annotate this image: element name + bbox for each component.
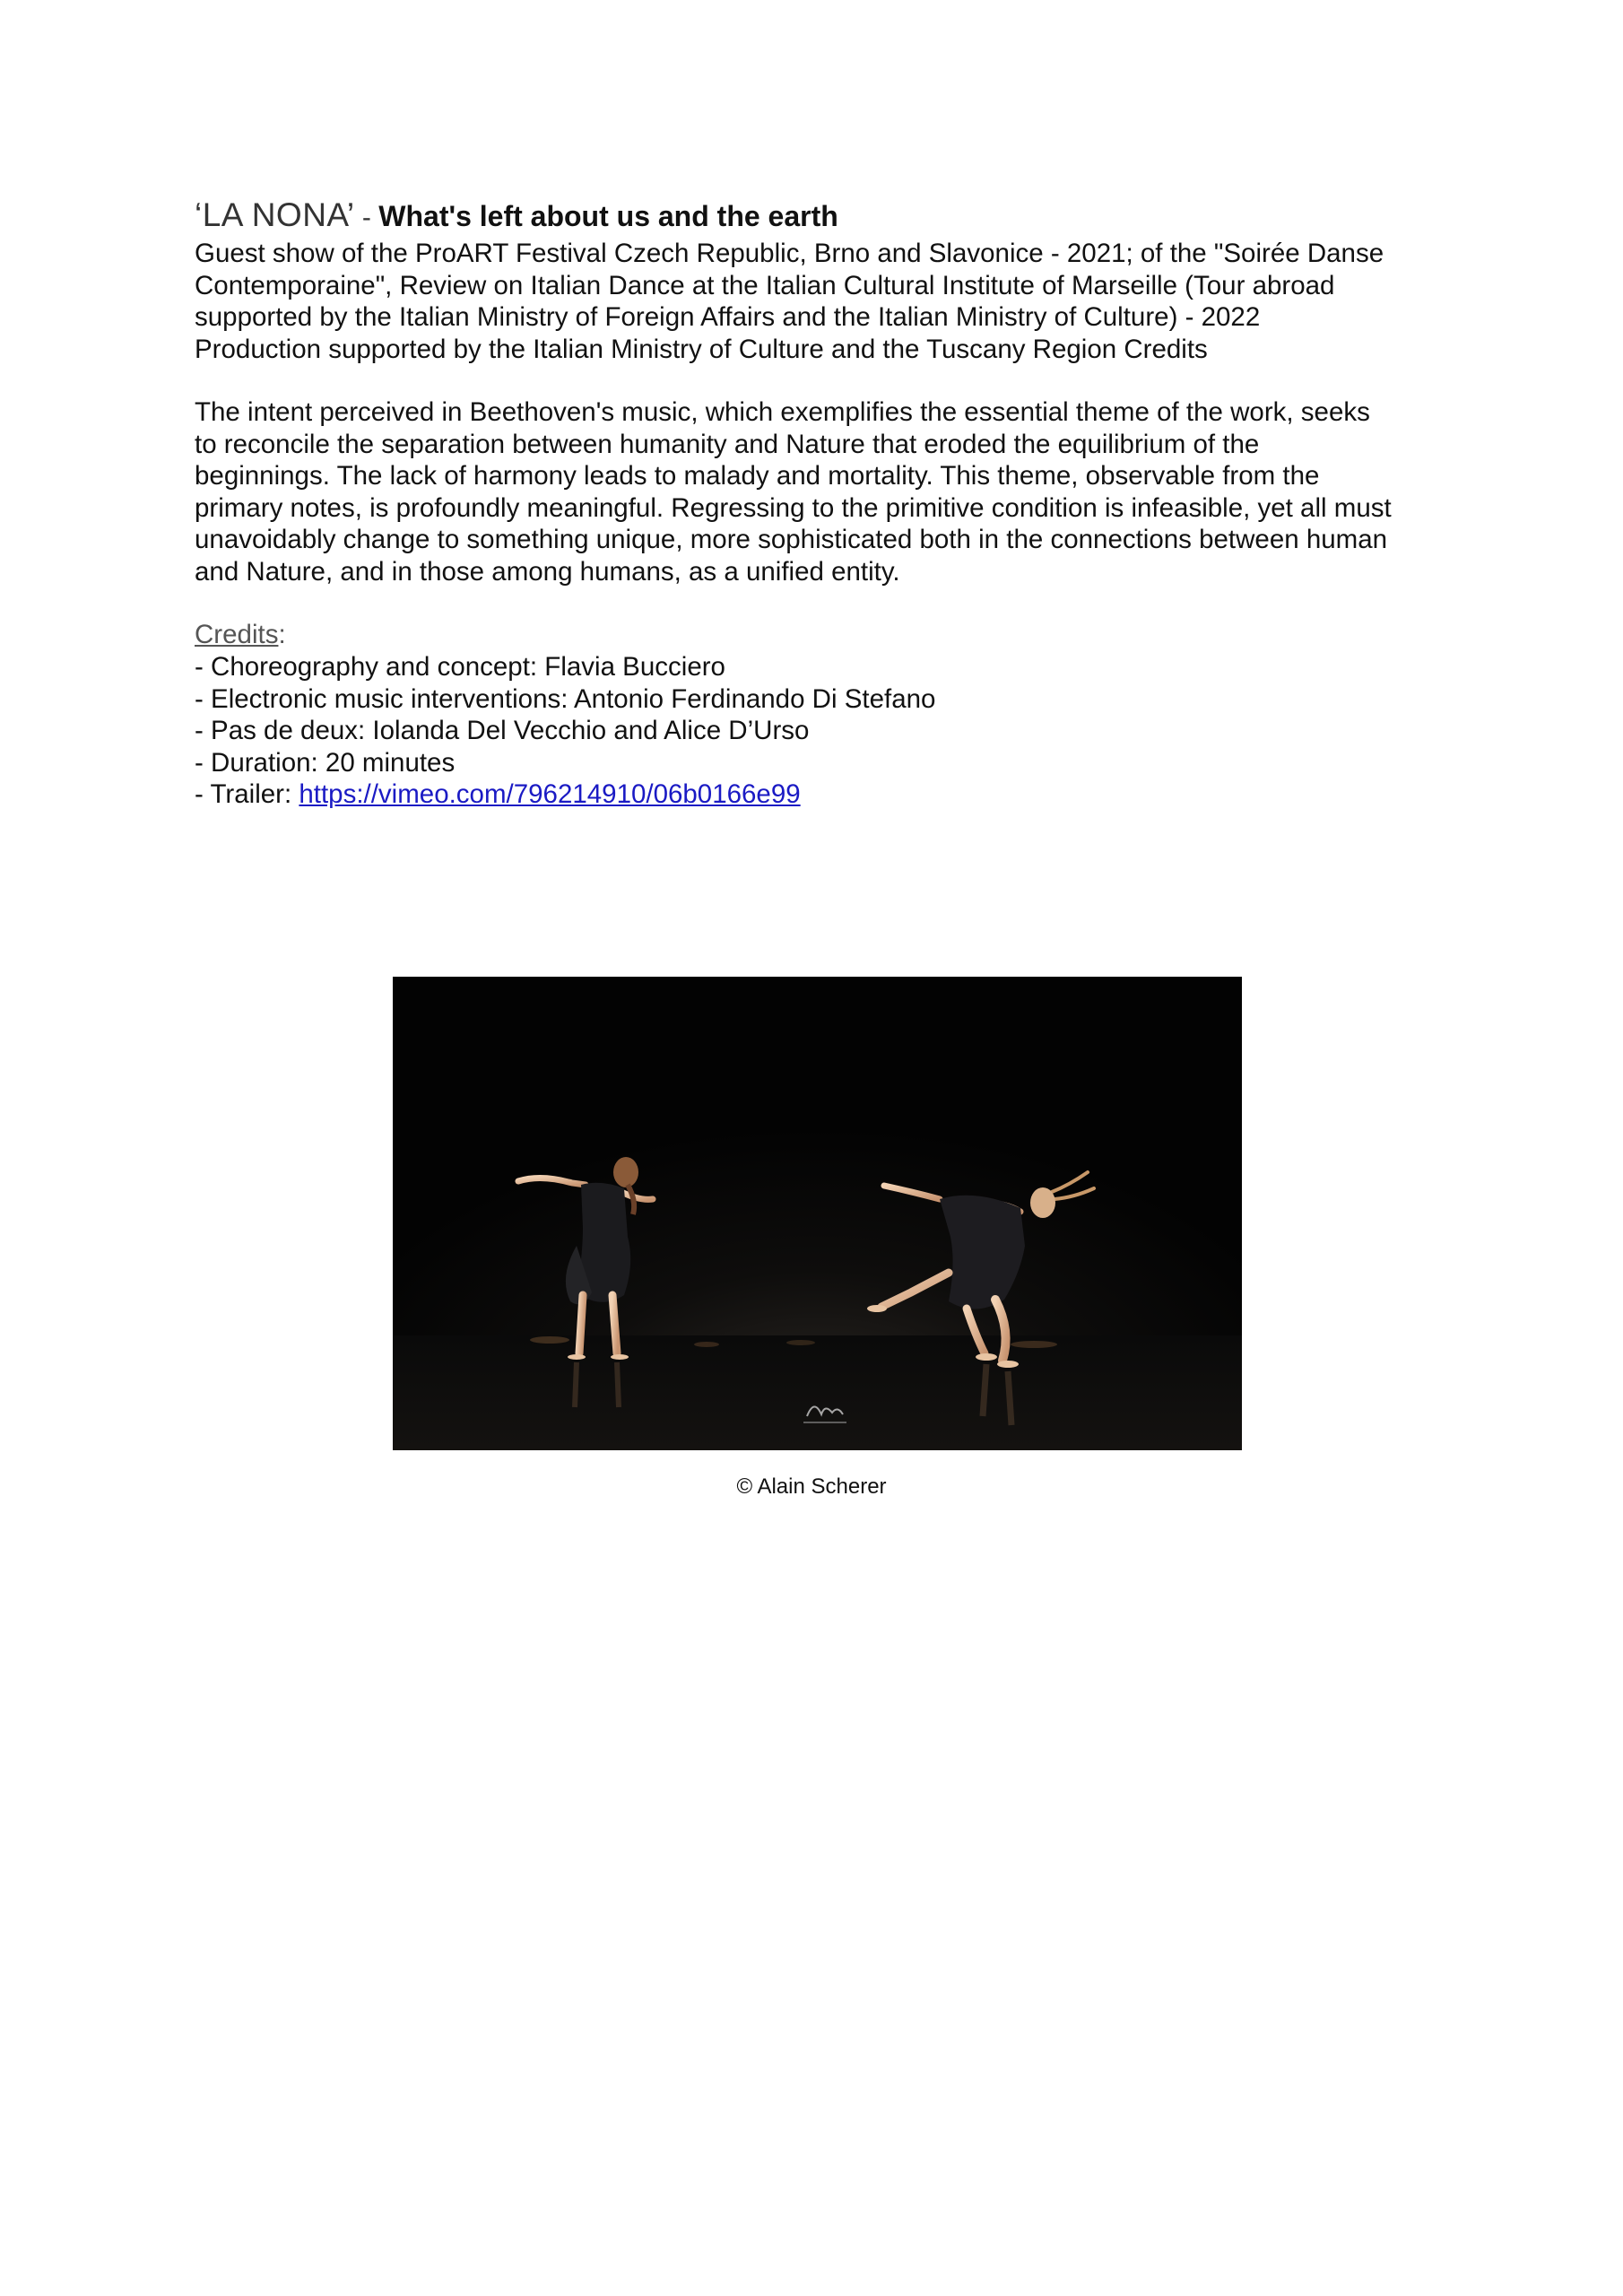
description-line: beginnings. The lack of harmony leads to malady and mortality. This theme, observable from the bbox=[195, 461, 1320, 491]
photo-caption: © Alain Scherer bbox=[736, 1474, 887, 1499]
description-line: unavoidably change to something unique, more sophisticated both in the connections between human bbox=[195, 525, 1388, 554]
credit-item: - Pas de deux: Iolanda Del Vecchio and Alice D’Urso bbox=[195, 716, 810, 745]
intro-line: Contemporaine", Review on Italian Dance at the Italian Cultural Institute of Marseille (Tour abroad bbox=[195, 270, 1335, 300]
trailer-link[interactable]: https://vimeo.com/796214910/06b0166e99 bbox=[299, 779, 801, 809]
show-title: ‘LA NONA’ bbox=[195, 196, 355, 233]
credits-heading-colon: : bbox=[278, 620, 286, 649]
description-line: to reconcile the separation between humanity and Nature that eroded the equilibrium of the bbox=[195, 429, 1260, 459]
description-line: primary notes, is profoundly meaningful. Regressing to the primitive condition is infeasible, yet all must bbox=[195, 492, 1392, 523]
description-line: and Nature, and in those among humans, as a unified entity. bbox=[195, 556, 900, 587]
description-line: The intent perceived in Beethoven's music, which exemplifies the essential theme of the work, seeks bbox=[195, 397, 1370, 427]
credits-list bbox=[195, 651, 1450, 811]
dance-photo-image bbox=[393, 977, 1242, 1450]
spacer bbox=[195, 587, 1450, 619]
intro-line: supported by the Italian Ministry of Foreign Affairs and the Italian Ministry of Culture) - 2022 bbox=[195, 302, 1261, 332]
title-separator: - bbox=[354, 203, 379, 232]
credits-heading bbox=[195, 619, 1450, 651]
credit-item: - Electronic music interventions: Antonio Ferdinando Di Stefano bbox=[195, 683, 936, 714]
show-subtitle: What's left about us and the earth bbox=[378, 200, 838, 232]
document-title bbox=[195, 196, 1450, 238]
intro-line: Production supported by the Italian Ministry of Culture and the Tuscany Region Credits bbox=[195, 334, 1208, 364]
trailer-label: - Trailer: bbox=[195, 779, 299, 809]
credit-item: - Duration: 20 minutes bbox=[195, 747, 456, 778]
intro-paragraph bbox=[195, 238, 1450, 365]
credit-item: - Choreography and concept: Flavia Bucciero bbox=[195, 652, 725, 682]
spacer bbox=[195, 365, 1450, 396]
credit-item-trailer bbox=[195, 778, 1450, 811]
credits-heading-label: Credits bbox=[195, 620, 279, 649]
description-paragraph bbox=[195, 396, 1450, 587]
dance-photo bbox=[393, 977, 1242, 1450]
document-body bbox=[195, 196, 1450, 811]
intro-line: Guest show of the ProART Festival Czech Republic, Brno and Slavonice - 2021; of the "Soirée Danse bbox=[195, 239, 1384, 268]
